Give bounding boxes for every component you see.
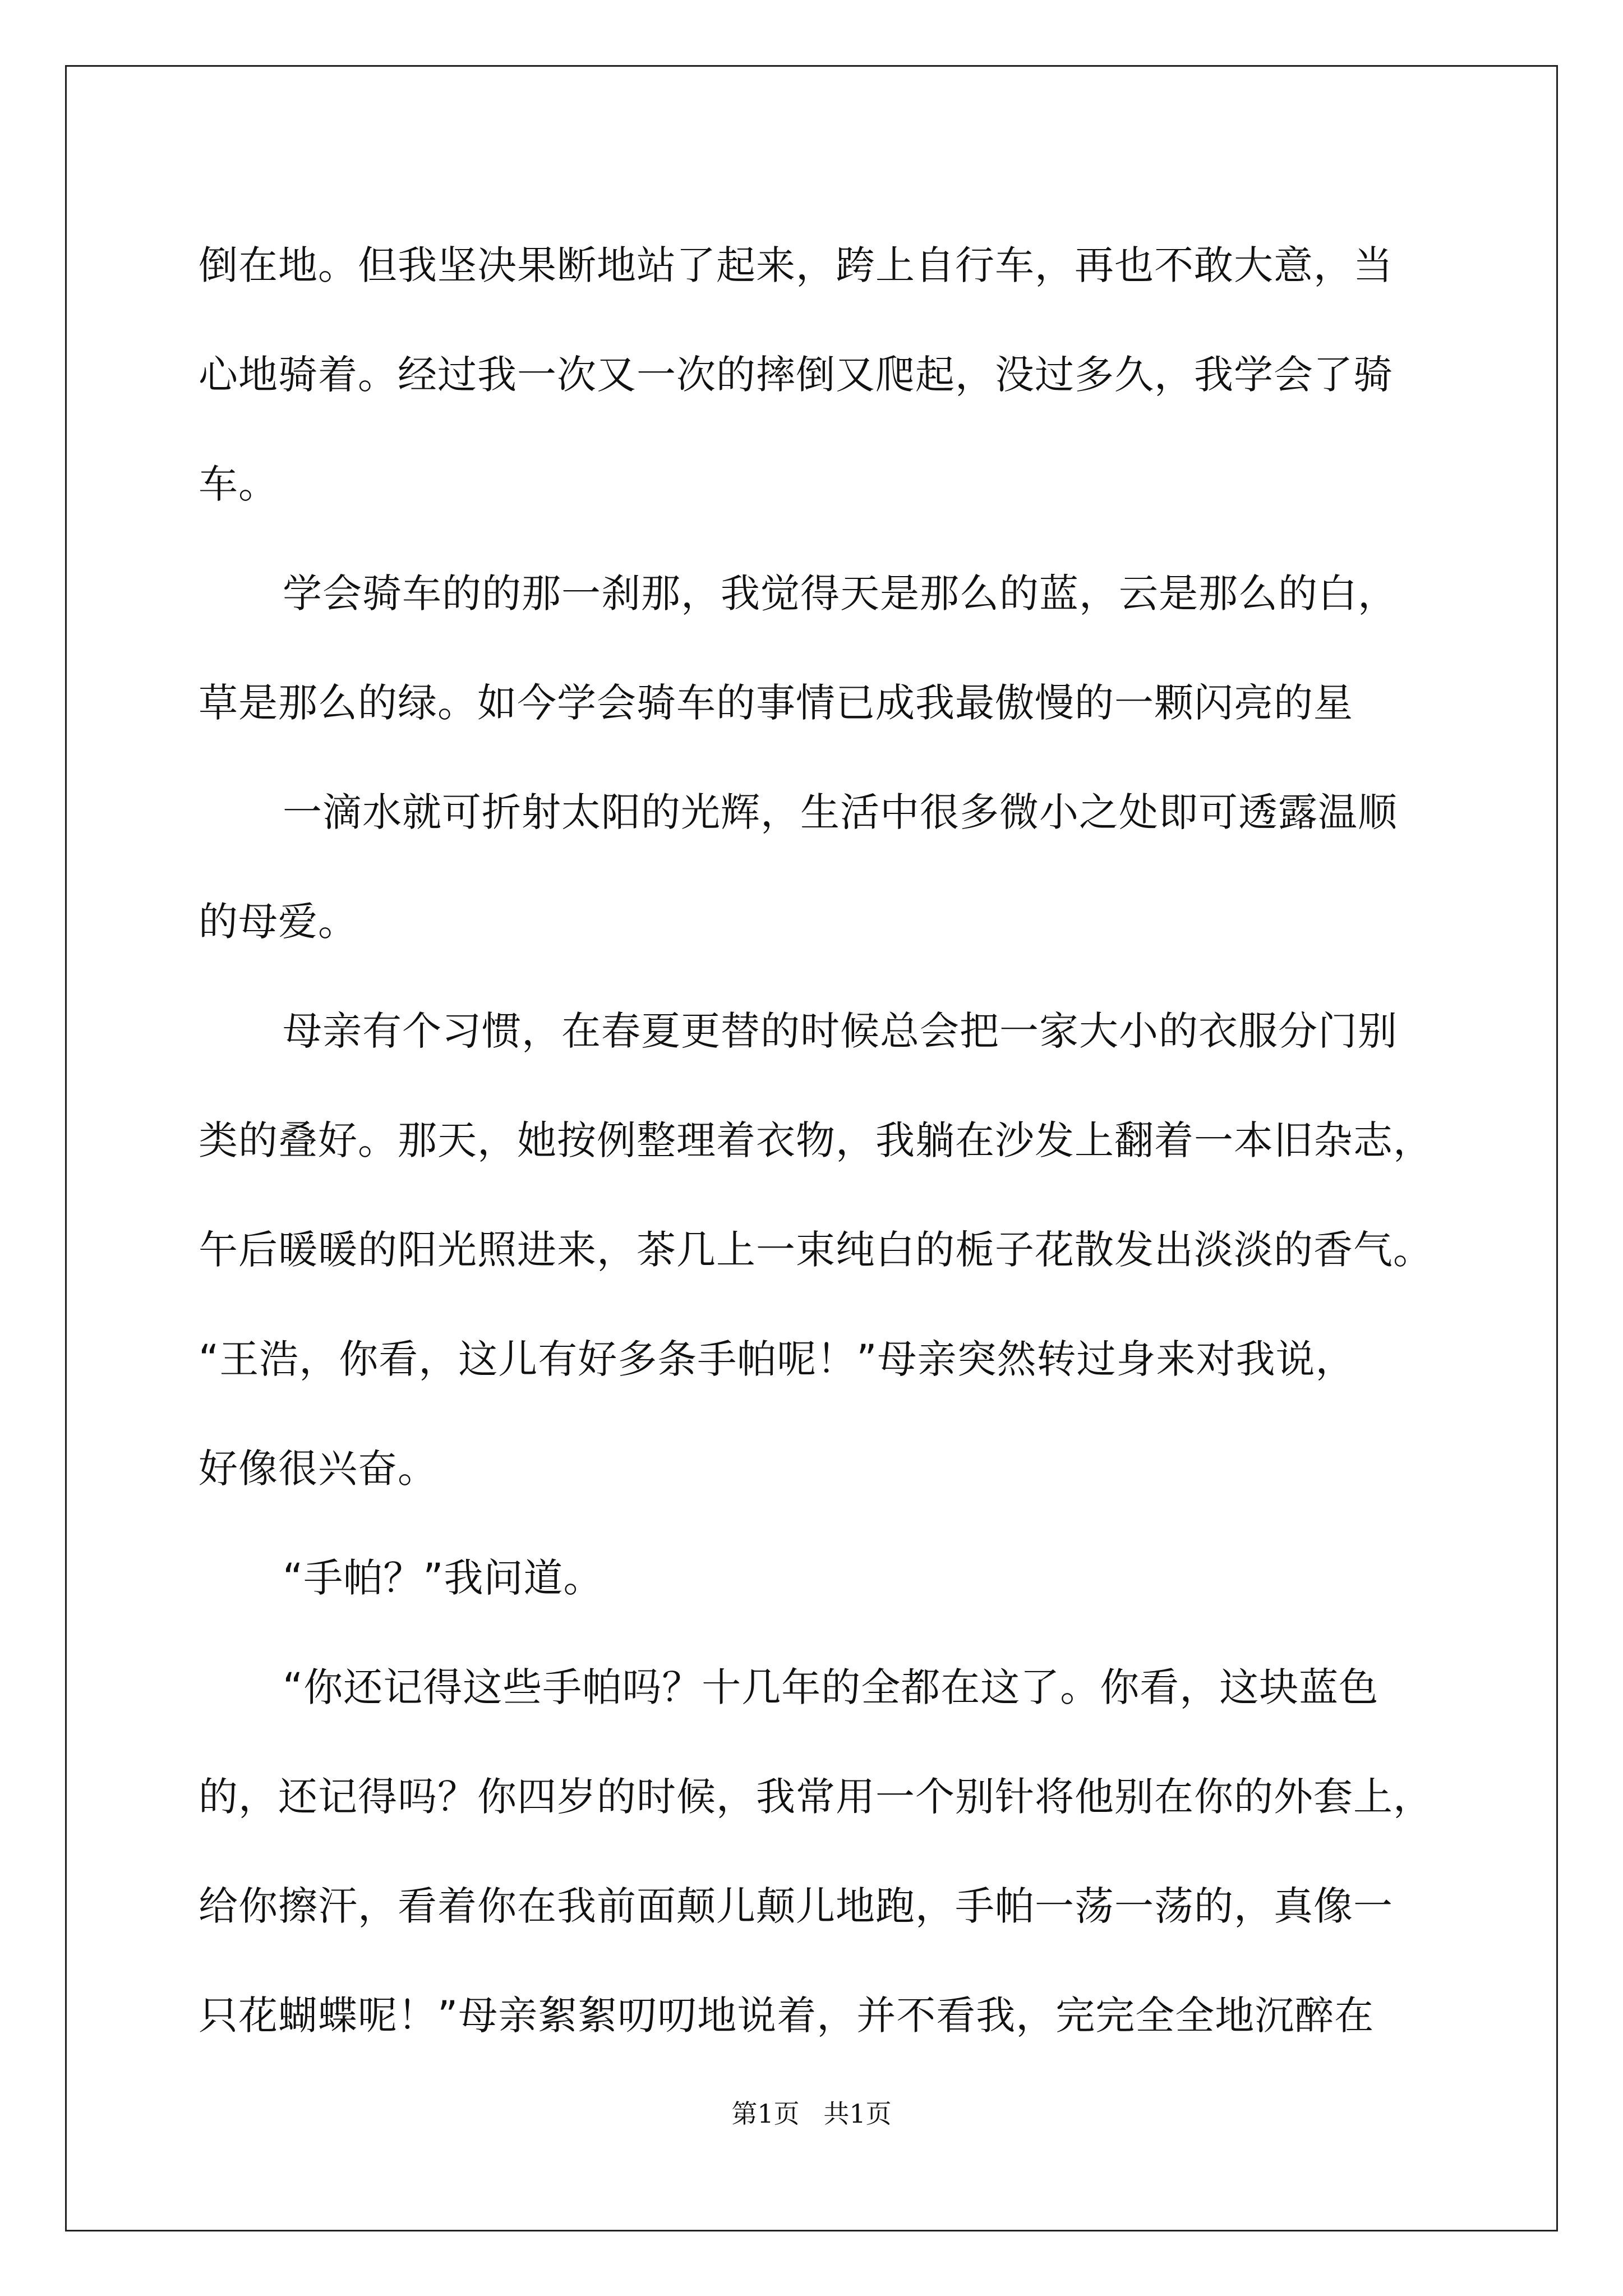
page-footer [0, 2093, 1623, 2131]
text-line: “王浩，你看，这儿有好多条手帕呢！”母亲突然转过身来对我说， [199, 1336, 1355, 1382]
page-total: 共1页 [823, 2099, 892, 2129]
document-body [199, 211, 1433, 2070]
text-line: 给你擦汗，看着你在我前面颠儿颠儿地跑，手帕一荡一荡的，真像一 [199, 1883, 1393, 1929]
text-line: 午后暖暖的阳光照进来，茶几上一束纯白的栀子花散发出淡淡的香气。 [199, 1227, 1433, 1273]
text-line: 草是那么的绿。如今学会骑车的事情已成我最傲慢的一颗闪亮的星 [199, 680, 1353, 726]
text-line: 母亲有个习惯，在春夏更替的时候总会把一家大小的衣服分门别 [283, 1008, 1398, 1054]
text-line: 类的叠好。那天，她按例整理着衣物，我躺在沙发上翻着一本旧杂志， [199, 1117, 1433, 1163]
text-line: 的，还记得吗？你四岁的时候，我常用一个别针将他别在你的外套上， [199, 1774, 1433, 1820]
text-line: 的母爱。 [199, 899, 358, 945]
text-line: “手帕？”我问道。 [283, 1555, 603, 1601]
text-line: 倒在地。但我坚决果断地站了起来，跨上自行车，再也不敢大意，当 [199, 242, 1393, 288]
text-line: 心地骑着。经过我一次又一次的摔倒又爬起，没过多久，我学会了骑 [199, 352, 1393, 398]
text-line: “你还记得这些手帕吗？十几年的全都在这了。你看，这块蓝色 [283, 1664, 1379, 1710]
text-line: 学会骑车的的那一刹那，我觉得天是那么的蓝，云是那么的白， [283, 570, 1398, 616]
text-line: 一滴水就可折射太阳的光辉，生活中很多微小之处即可透露温顺 [283, 789, 1398, 835]
text-line: 车。 [199, 461, 278, 507]
text-line: 好像很兴奋。 [199, 1446, 437, 1492]
page-number: 第1页 [731, 2099, 800, 2129]
text-line: 只花蝴蝶呢！”母亲絮絮叨叨地说着，并不看我，完完全全地沉醉在 [199, 1993, 1375, 2039]
